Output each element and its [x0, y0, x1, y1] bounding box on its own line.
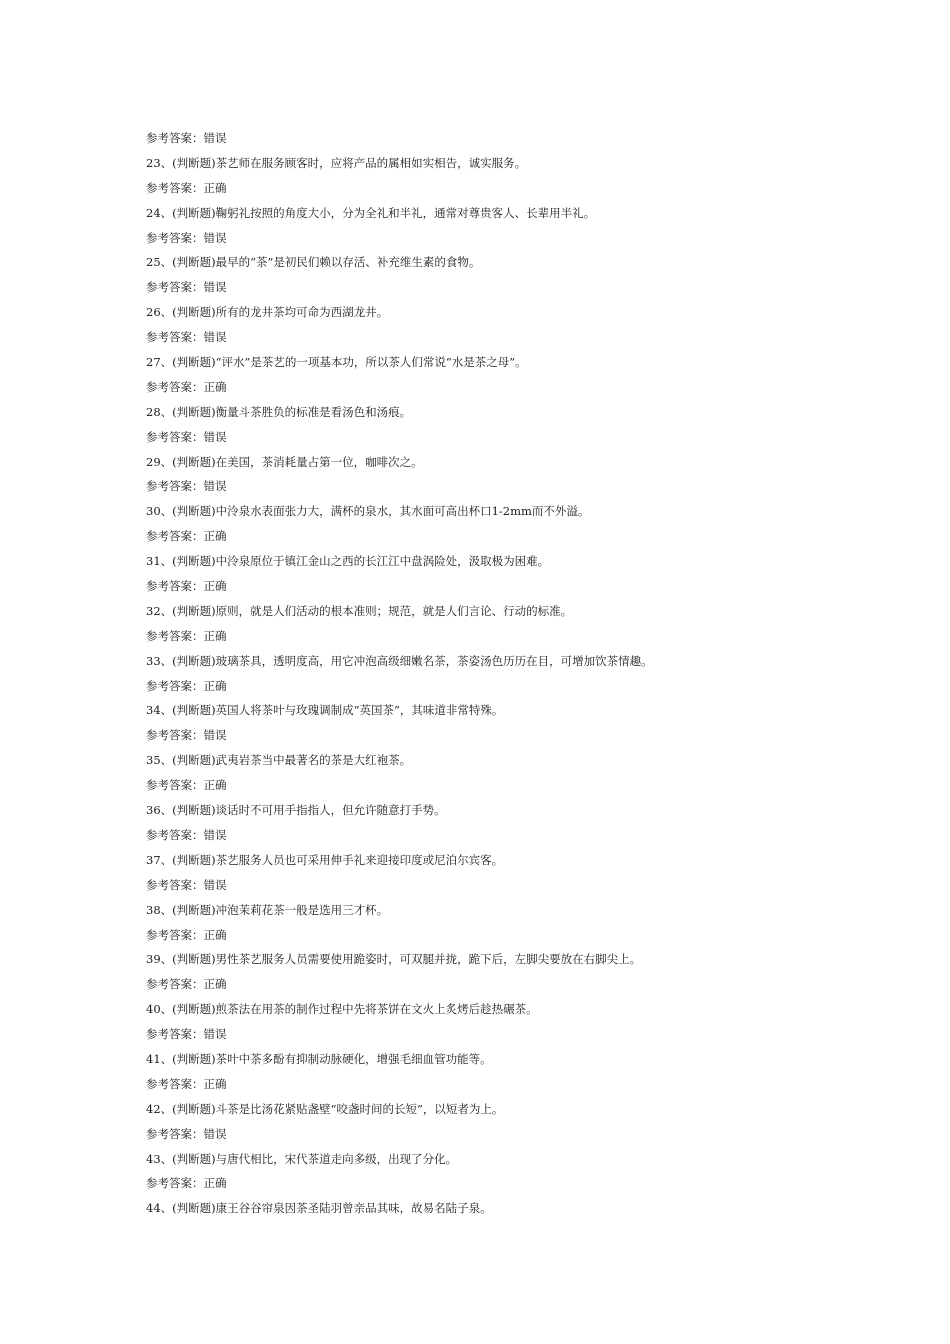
question-line: 27、(判断题)“评水”是茶艺的一项基本功，所以茶人们常说“水是茶之母”。	[146, 355, 527, 370]
question-line: 40、(判断题)煎茶法在用茶的制作过程中先将茶饼在文火上炙烤后趁热碾茶。	[146, 1002, 538, 1017]
question-line: 23、(判断题)茶艺师在服务顾客时，应将产品的属相如实相告，诚实服务。	[146, 155, 527, 170]
answer-line: 参考答案：正确	[146, 579, 227, 594]
answer-line: 参考答案：正确	[146, 529, 227, 544]
question-line: 37、(判断题)茶艺服务人员也可采用伸手礼来迎接印度或尼泊尔宾客。	[146, 852, 504, 867]
question-line: 36、(判断题)谈话时不可用手指指人，但允许随意打手势。	[146, 803, 446, 818]
question-line: 35、(判断题)武夷岩茶当中最著名的茶是大红袍茶。	[146, 753, 412, 768]
answer-line: 参考答案：错误	[146, 1126, 227, 1141]
answer-line: 参考答案：错误	[146, 728, 227, 743]
answer-line: 参考答案：正确	[146, 379, 227, 394]
answer-line: 参考答案：错误	[146, 479, 227, 494]
answer-line: 参考答案：错误	[146, 280, 227, 295]
answer-line: 参考答案：错误	[146, 230, 227, 245]
question-line: 43、(判断题)与唐代相比，宋代茶道走向多级，出现了分化。	[146, 1151, 458, 1166]
answer-line: 参考答案：正确	[146, 1176, 227, 1191]
answer-line: 参考答案：正确	[146, 927, 227, 942]
answer-line: 参考答案：正确	[146, 778, 227, 793]
question-line: 31、(判断题)中泠泉原位于镇江金山之西的长江江中盘涡险处，汲取极为困难。	[146, 554, 550, 569]
answer-line: 参考答案：错误	[146, 330, 227, 345]
question-line: 28、(判断题)衡量斗茶胜负的标准是看汤色和汤痕。	[146, 404, 412, 419]
question-line: 24、(判断题)鞠躬礼按照的角度大小，分为全礼和半礼，通常对尊贵客人、长辈用半礼。	[146, 205, 596, 220]
answer-line: 参考答案：正确	[146, 977, 227, 992]
answer-line: 参考答案：正确	[146, 628, 227, 643]
answer-line: 参考答案：正确	[146, 180, 227, 195]
answer-line: 参考答案：正确	[146, 1076, 227, 1091]
question-line: 44、(判断题)康王谷谷帘泉因茶圣陆羽曾亲品其味，故易名陆子泉。	[146, 1201, 492, 1216]
answer-line: 参考答案：错误	[146, 429, 227, 444]
question-line: 25、(判断题)最早的“茶”是初民们赖以存活、补充维生素的食物。	[146, 255, 481, 270]
question-line: 29、(判断题)在美国，茶消耗量占第一位，咖啡次之。	[146, 454, 423, 469]
answer-line: 参考答案：错误	[146, 131, 227, 145]
question-line: 32、(判断题)原则，就是人们活动的根本准则；规范，就是人们言论、行动的标准。	[146, 603, 573, 618]
question-line: 34、(判断题)英国人将茶叶与玫瑰调制成“英国茶”，其味道非常特殊。	[146, 703, 504, 718]
answer-line: 参考答案：错误	[146, 877, 227, 892]
answer-line: 参考答案：错误	[146, 827, 227, 842]
question-line: 33、(判断题)玻璃茶具，透明度高，用它冲泡高级细嫩名茶，茶姿汤色历历在目，可增加饮茶情趣。	[146, 653, 653, 668]
question-list	[146, 128, 886, 1223]
question-line: 38、(判断题)冲泡茉莉花茶一般是选用三才杯。	[146, 902, 389, 917]
question-line: 39、(判断题)男性茶艺服务人员需要使用跪姿时，可双腿并拢，跪下后，左脚尖要放在右脚尖上。	[146, 952, 642, 967]
question-line: 41、(判断题)茶叶中茶多酚有抑制动脉硬化，增强毛细血管功能等。	[146, 1051, 492, 1066]
answer-line: 参考答案：错误	[146, 1027, 227, 1042]
question-line: 26、(判断题)所有的龙井茶均可命为西湖龙井。	[146, 305, 389, 320]
question-line: 42、(判断题)斗茶是比汤花紧贴盏壁“咬盏时间的长短”，以短者为上。	[146, 1101, 504, 1116]
question-line: 30、(判断题)中泠泉水表面张力大，满杯的泉水，其水面可高出杯口1-2mm而不外溢。	[146, 504, 590, 519]
answer-line: 参考答案：正确	[146, 678, 227, 693]
